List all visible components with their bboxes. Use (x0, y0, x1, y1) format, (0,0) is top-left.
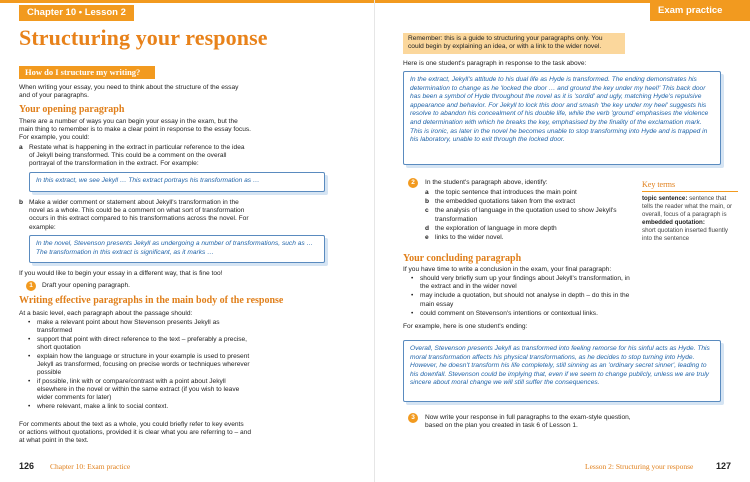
page-number-right: 127 (716, 461, 732, 471)
student-intro: Here is one student's paragraph in response to the task above: (403, 60, 587, 67)
concluding-intro: If you have time to write a conclusion in the exam, your final paragraph: (403, 266, 612, 273)
exam-practice-tab: Exam practice (650, 0, 750, 21)
quote-box-b: In the novel, Stevenson presents Jekyll as undergoing a number of transformations, such as … The transformation in this extract is significant, as it marks … (29, 235, 325, 263)
effective-bullet-list (27, 319, 251, 411)
task-1-text: Draft your opening paragraph. (42, 282, 130, 289)
list-item: • make a relevant point about how Stevenson presents Jekyll as transformed (27, 319, 251, 335)
list-item: • may include a quotation, but should not analyse in depth – do this in the main essay (410, 292, 640, 308)
page-number-left: 126 (19, 461, 35, 471)
effective-heading: Writing effective paragraphs in the main body of the response (19, 295, 284, 306)
list-item: e links to the wider novel. (425, 234, 504, 242)
quote-box-a: In this extract, we see Jekyll … This extract portrays his transformation as … (29, 172, 325, 192)
task-2-intro: In the student's paragraph above, identify: (425, 179, 548, 186)
closing-text: For comments about the text as a whole, you could briefly refer to key events or actions without quotations, provided it is clear what you are referring to – and at what point in the text. (19, 421, 252, 445)
opening-heading: Your opening paragraph (19, 104, 125, 115)
alt-begin-text: If you would like to begin your essay in a different way, that is fine too! (19, 270, 223, 277)
ending-paragraph-box: Overall, Stevenson presents Jekyll as transformed into feeling remorse for his sinful acts as Hyde. This moral transformation affects his physical transformations, as he decides to stop turning into Hyde. However, he doesn't transform his life completely, still sinning as an 'ordinary secret sinner', leading to his downfall. Stevenson could be implying that, even if we seem to change publicly, unless we are truly sincere about moral change we will still suffer the consequences. (403, 340, 721, 402)
list-item: • support that point with direct reference to the text – preferably a precise, short quotation (27, 336, 251, 352)
remember-box: Remember: this is a guide to structuring your paragraphs only. You could begin by explaining an idea, or with a link to the wider novel. (403, 33, 625, 54)
list-item: a the topic sentence that introduces the main point (425, 189, 577, 196)
page-title: Structuring your response (19, 25, 268, 50)
list-item: • explain how the language or structure in your example is used to present Jekyll as transformed, focusing on precise words or techniques wherever possible (27, 353, 251, 378)
key-terms-heading: Key terms (642, 180, 738, 192)
chapter-tab: Chapter 10 • Lesson 2 (19, 5, 134, 21)
top-accent-bar (0, 0, 375, 3)
identify-list (425, 189, 635, 242)
list-item: b the embedded quotations taken from the extract (425, 198, 576, 206)
key-term-2: embedded quotation: short quotation inserted fluently into the sentence (642, 219, 728, 242)
task-2-number: 2 (408, 178, 418, 188)
list-item: • could comment on Stevenson's intentions or contextual links. (410, 310, 640, 318)
key-terms-box (642, 180, 738, 258)
intro-text: When writing your essay, you need to think about the structure of the essay and of your paragraphs. (19, 84, 239, 100)
concluding-bullet-list (410, 275, 640, 318)
concluding-heading: Your concluding paragraph (403, 253, 522, 264)
item-a-text: Restate what is happening in the extract in particular reference to the idea of Jekyll being transformed. This could be a comment on the overall portrayal of the transformation in the extract. For example: (29, 144, 245, 168)
example-intro: For example, here is one student's ending: (403, 323, 528, 330)
task-1-number: 1 (26, 281, 36, 291)
opening-intro: There are a number of ways you can begin your essay in the exam, but the main thing to remember is to make a clear point in response to the essay focus. For example, you could: (19, 118, 251, 142)
key-term-1: topic sentence: sentence that tells the reader what the main, or overall, focus of a paragraph is (642, 195, 733, 218)
item-b-text: Make a wider comment or statement about Jekyll's transformation in the novel as a whole. This could be a comment on what sort of transformation occurs in this extract compared to his transformations across the novel. For example: (29, 199, 249, 231)
footer-chapter: Chapter 10: Exam practice (50, 462, 131, 471)
task-3-text: Now write your response in full paragraphs to the exam-style question, based on the plan you created in task 6 of Lesson 1. (425, 414, 631, 430)
list-item: • where relevant, make a link to social context. (27, 403, 251, 411)
section-heading: How do I structure my writing? (19, 66, 155, 79)
footer-lesson: Lesson 2: Structuring your response (585, 462, 694, 471)
effective-intro: At a basic level, each paragraph about the passage should: (19, 310, 193, 317)
task-3-number: 3 (408, 413, 418, 423)
list-item: • if possible, link with or compare/contrast with a point about Jekyll elsewhere in the novel or within the same extract (if you wish to leave wider comments for later) (27, 378, 251, 403)
list-item: • should very briefly sum up your findings about Jekyll's transformation, in the extract and in the wider novel (410, 275, 640, 291)
list-item: c the analysis of language in the quotation used to show Jekyll's transformation (425, 207, 617, 223)
student-paragraph-box: In the extract, Jekyll's attitude to his dual life as Hyde is transformed. The ending demonstrates his determination to change as he 'locked the door … and ground the key under my heel!' This back door has been a symbol of Hyde throughout the novel as it is 'sordid' and ugly, matching Hyde's repulsive appearance and behavior. For Jekyll to lock this door and smash 'the key under my heel' suggests his resolve to abandon his concealment of his double life, while the verb 'ground' emphasises the violence and determination with which he breaks the key, emphasised by the finality of the exclamation mark. This is ironic, as later in the novel he becomes unable to stop transforming into Hyde and is trapped in his laboratory, unable to exit through the locked door. (403, 71, 721, 165)
item-b-letter: b (19, 199, 24, 206)
list-item: d the exploration of language in more depth (425, 224, 557, 232)
item-a-letter: a (19, 144, 23, 151)
